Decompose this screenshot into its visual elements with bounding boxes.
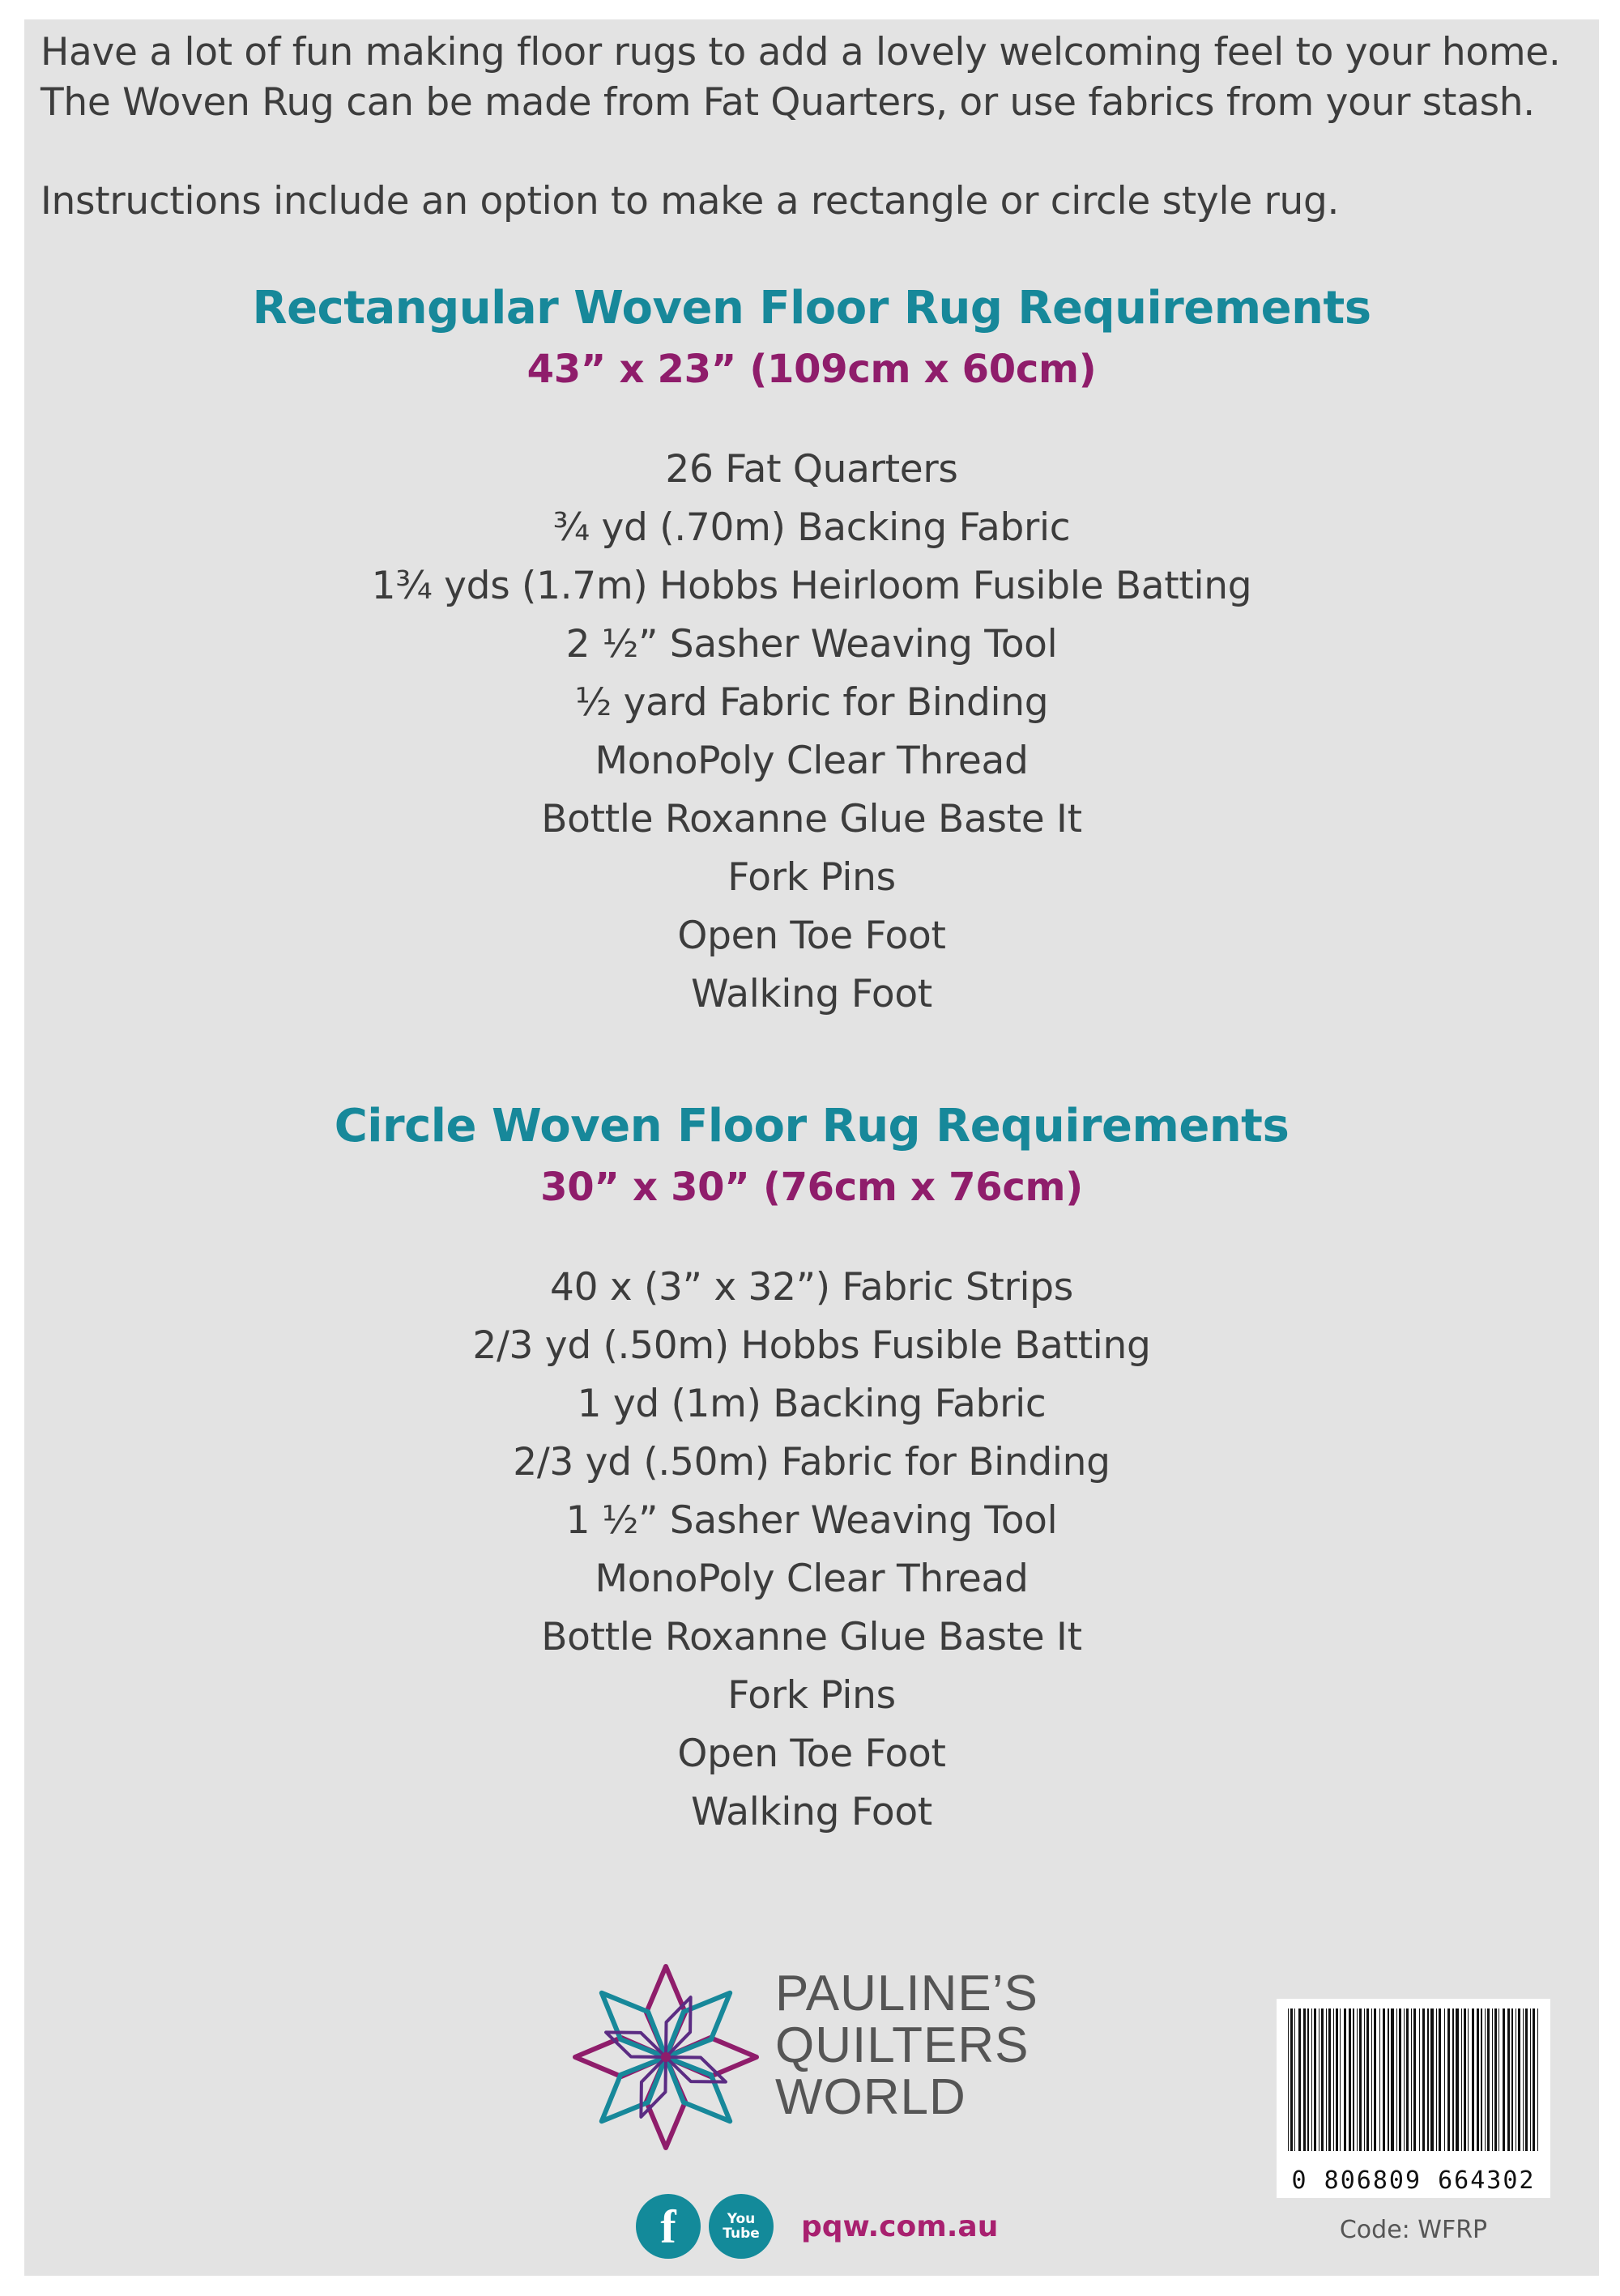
list-item: Open Toe Foot <box>677 914 946 958</box>
barcode-bar <box>1399 2008 1401 2151</box>
barcode-bar <box>1485 2008 1486 2151</box>
barcode-bar <box>1333 2008 1334 2151</box>
list-item: MonoPoly Clear Thread <box>595 1557 1029 1601</box>
list-item: ½ yard Fabric for Binding <box>574 680 1049 725</box>
barcode-bar <box>1396 2008 1397 2151</box>
list-item: Walking Foot <box>691 972 932 1016</box>
list-item: 2/3 yd (.50m) Hobbs Fusible Batting <box>472 1323 1151 1368</box>
youtube-glyph: You Tube <box>723 2211 760 2242</box>
rectangular-requirements <box>24 277 1599 1024</box>
barcode-bar <box>1336 2008 1338 2151</box>
logo-line-1: PAULINE’S <box>775 1966 1038 2021</box>
barcode-bar <box>1523 2008 1524 2151</box>
barcode-bar <box>1477 2008 1479 2151</box>
list-item: Bottle Roxanne Glue Baste It <box>541 1615 1082 1659</box>
website-link[interactable]: pqw.com.au <box>801 2209 999 2243</box>
intro-line-1: Have a lot of fun making floor rugs to add a lovely welcoming feel to your home. <box>40 30 1561 75</box>
product-code: Code: WFRP <box>1339 2216 1488 2244</box>
facebook-glyph: f <box>660 2200 676 2253</box>
barcode-bar <box>1461 2008 1462 2151</box>
list-item: Fork Pins <box>727 855 896 900</box>
barcode-bar <box>1422 2008 1425 2151</box>
barcode-bar <box>1294 2008 1295 2151</box>
barcode-bar <box>1328 2008 1331 2151</box>
barcode-bar <box>1298 2008 1301 2151</box>
barcode-bar <box>1498 2008 1499 2151</box>
list-item: 26 Fat Quarters <box>665 447 958 492</box>
list-item: 1 yd (1m) Backing Fabric <box>577 1382 1047 1426</box>
barcode-bar <box>1419 2008 1420 2151</box>
barcode-bar <box>1537 2008 1538 2151</box>
list-item: ¾ yd (.70m) Backing Fabric <box>552 505 1071 550</box>
youtube-icon[interactable] <box>709 2194 774 2259</box>
list-item: Walking Foot <box>691 1790 932 1834</box>
barcode-bar <box>1436 2008 1437 2151</box>
barcode-bar <box>1366 2008 1369 2151</box>
barcode-bar <box>1379 2008 1380 2151</box>
rectangular-items-list <box>24 441 1599 1024</box>
intro-text <box>40 28 1580 227</box>
list-item: MonoPoly Clear Thread <box>595 739 1029 783</box>
barcode-bar <box>1359 2008 1362 2151</box>
barcode-bar <box>1481 2008 1482 2151</box>
circle-requirements <box>24 1095 1599 1842</box>
barcode-number: 0 806809 664302 <box>1291 2166 1536 2195</box>
circle-title: Circle Woven Floor Rug Requirements <box>334 1100 1290 1152</box>
barcode-bar <box>1406 2008 1409 2151</box>
flyer-page <box>24 19 1599 2276</box>
list-item: Open Toe Foot <box>677 1732 946 1776</box>
circle-size: 30” x 30” (76cm x 76cm) <box>540 1165 1083 1210</box>
barcode-bar <box>1452 2008 1454 2151</box>
barcode-bar <box>1311 2008 1312 2151</box>
intro-line-3: Instructions include an option to make a rectangle or circle style rug. <box>40 179 1340 224</box>
list-item: 1 ½” Sasher Weaving Tool <box>565 1498 1058 1543</box>
barcode-bars <box>1277 1999 1550 2161</box>
circle-items-list <box>24 1259 1599 1842</box>
barcode-bar <box>1439 2008 1441 2151</box>
list-item: 40 x (3” x 32”) Fabric Strips <box>550 1265 1073 1310</box>
list-item: Fork Pins <box>727 1673 896 1718</box>
rectangular-size: 43” x 23” (109cm x 60cm) <box>526 347 1097 392</box>
barcode-bar <box>1391 2008 1394 2151</box>
barcode-bar <box>1321 2008 1324 2151</box>
list-item: 2/3 yd (.50m) Fabric for Binding <box>513 1440 1111 1485</box>
barcode-bar <box>1340 2008 1341 2151</box>
barcode-bar <box>1444 2008 1445 2151</box>
barcode-bar <box>1303 2008 1306 2151</box>
barcode-bar <box>1456 2008 1459 2151</box>
rectangular-title: Rectangular Woven Floor Rug Requirements <box>252 282 1371 334</box>
barcode-bar <box>1353 2008 1354 2151</box>
barcode-bar <box>1314 2008 1316 2151</box>
facebook-icon[interactable] <box>636 2194 701 2259</box>
barcode <box>1277 1999 1550 2198</box>
barcode-bar <box>1371 2008 1372 2151</box>
list-item: 1¾ yds (1.7m) Hobbs Heirloom Fusible Batting <box>371 564 1252 608</box>
barcode-bar <box>1518 2008 1520 2151</box>
list-item: Bottle Roxanne Glue Baste It <box>541 797 1082 841</box>
star-flower-logo-icon <box>569 1960 763 2154</box>
barcode-bar <box>1326 2008 1327 2151</box>
barcode-bar <box>1290 2008 1293 2151</box>
barcode-bar <box>1349 2008 1351 2151</box>
barcode-bar <box>1388 2008 1389 2151</box>
barcode-bar <box>1530 2008 1531 2151</box>
list-item: 2 ½” Sasher Weaving Tool <box>565 622 1058 667</box>
barcode-bar <box>1374 2008 1376 2151</box>
barcode-bar <box>1307 2008 1309 2151</box>
barcode-bar <box>1364 2008 1365 2151</box>
barcode-bar <box>1492 2008 1493 2151</box>
barcode-bar <box>1404 2008 1405 2151</box>
barcode-bar <box>1533 2008 1535 2151</box>
logo-wordmark <box>775 1968 1038 2123</box>
paulines-quilters-world-logo <box>569 1955 1095 2166</box>
barcode-bar <box>1503 2008 1505 2151</box>
barcode-bar <box>1427 2008 1429 2151</box>
barcode-bar <box>1487 2008 1490 2151</box>
intro-line-2: The Woven Rug can be made from Fat Quarters, or use fabrics from your stash. <box>40 80 1535 125</box>
barcode-bar <box>1357 2008 1358 2151</box>
barcode-bar <box>1344 2008 1346 2151</box>
barcode-bar <box>1464 2008 1466 2151</box>
barcode-bar <box>1507 2008 1510 2151</box>
barcode-bar <box>1472 2008 1474 2151</box>
barcode-bar <box>1383 2008 1385 2151</box>
logo-line-2: QUILTERS <box>775 2017 1030 2073</box>
barcode-bar <box>1494 2008 1497 2151</box>
social-links <box>636 2190 998 2263</box>
barcode-bar <box>1413 2008 1416 2151</box>
logo-line-3: WORLD <box>775 2069 966 2125</box>
barcode-bar <box>1411 2008 1412 2151</box>
barcode-bar <box>1430 2008 1434 2151</box>
barcode-bar <box>1511 2008 1513 2151</box>
barcode-bar <box>1288 2008 1289 2151</box>
barcode-bar <box>1525 2008 1528 2151</box>
barcode-bar <box>1447 2008 1450 2151</box>
barcode-bar <box>1468 2008 1469 2151</box>
